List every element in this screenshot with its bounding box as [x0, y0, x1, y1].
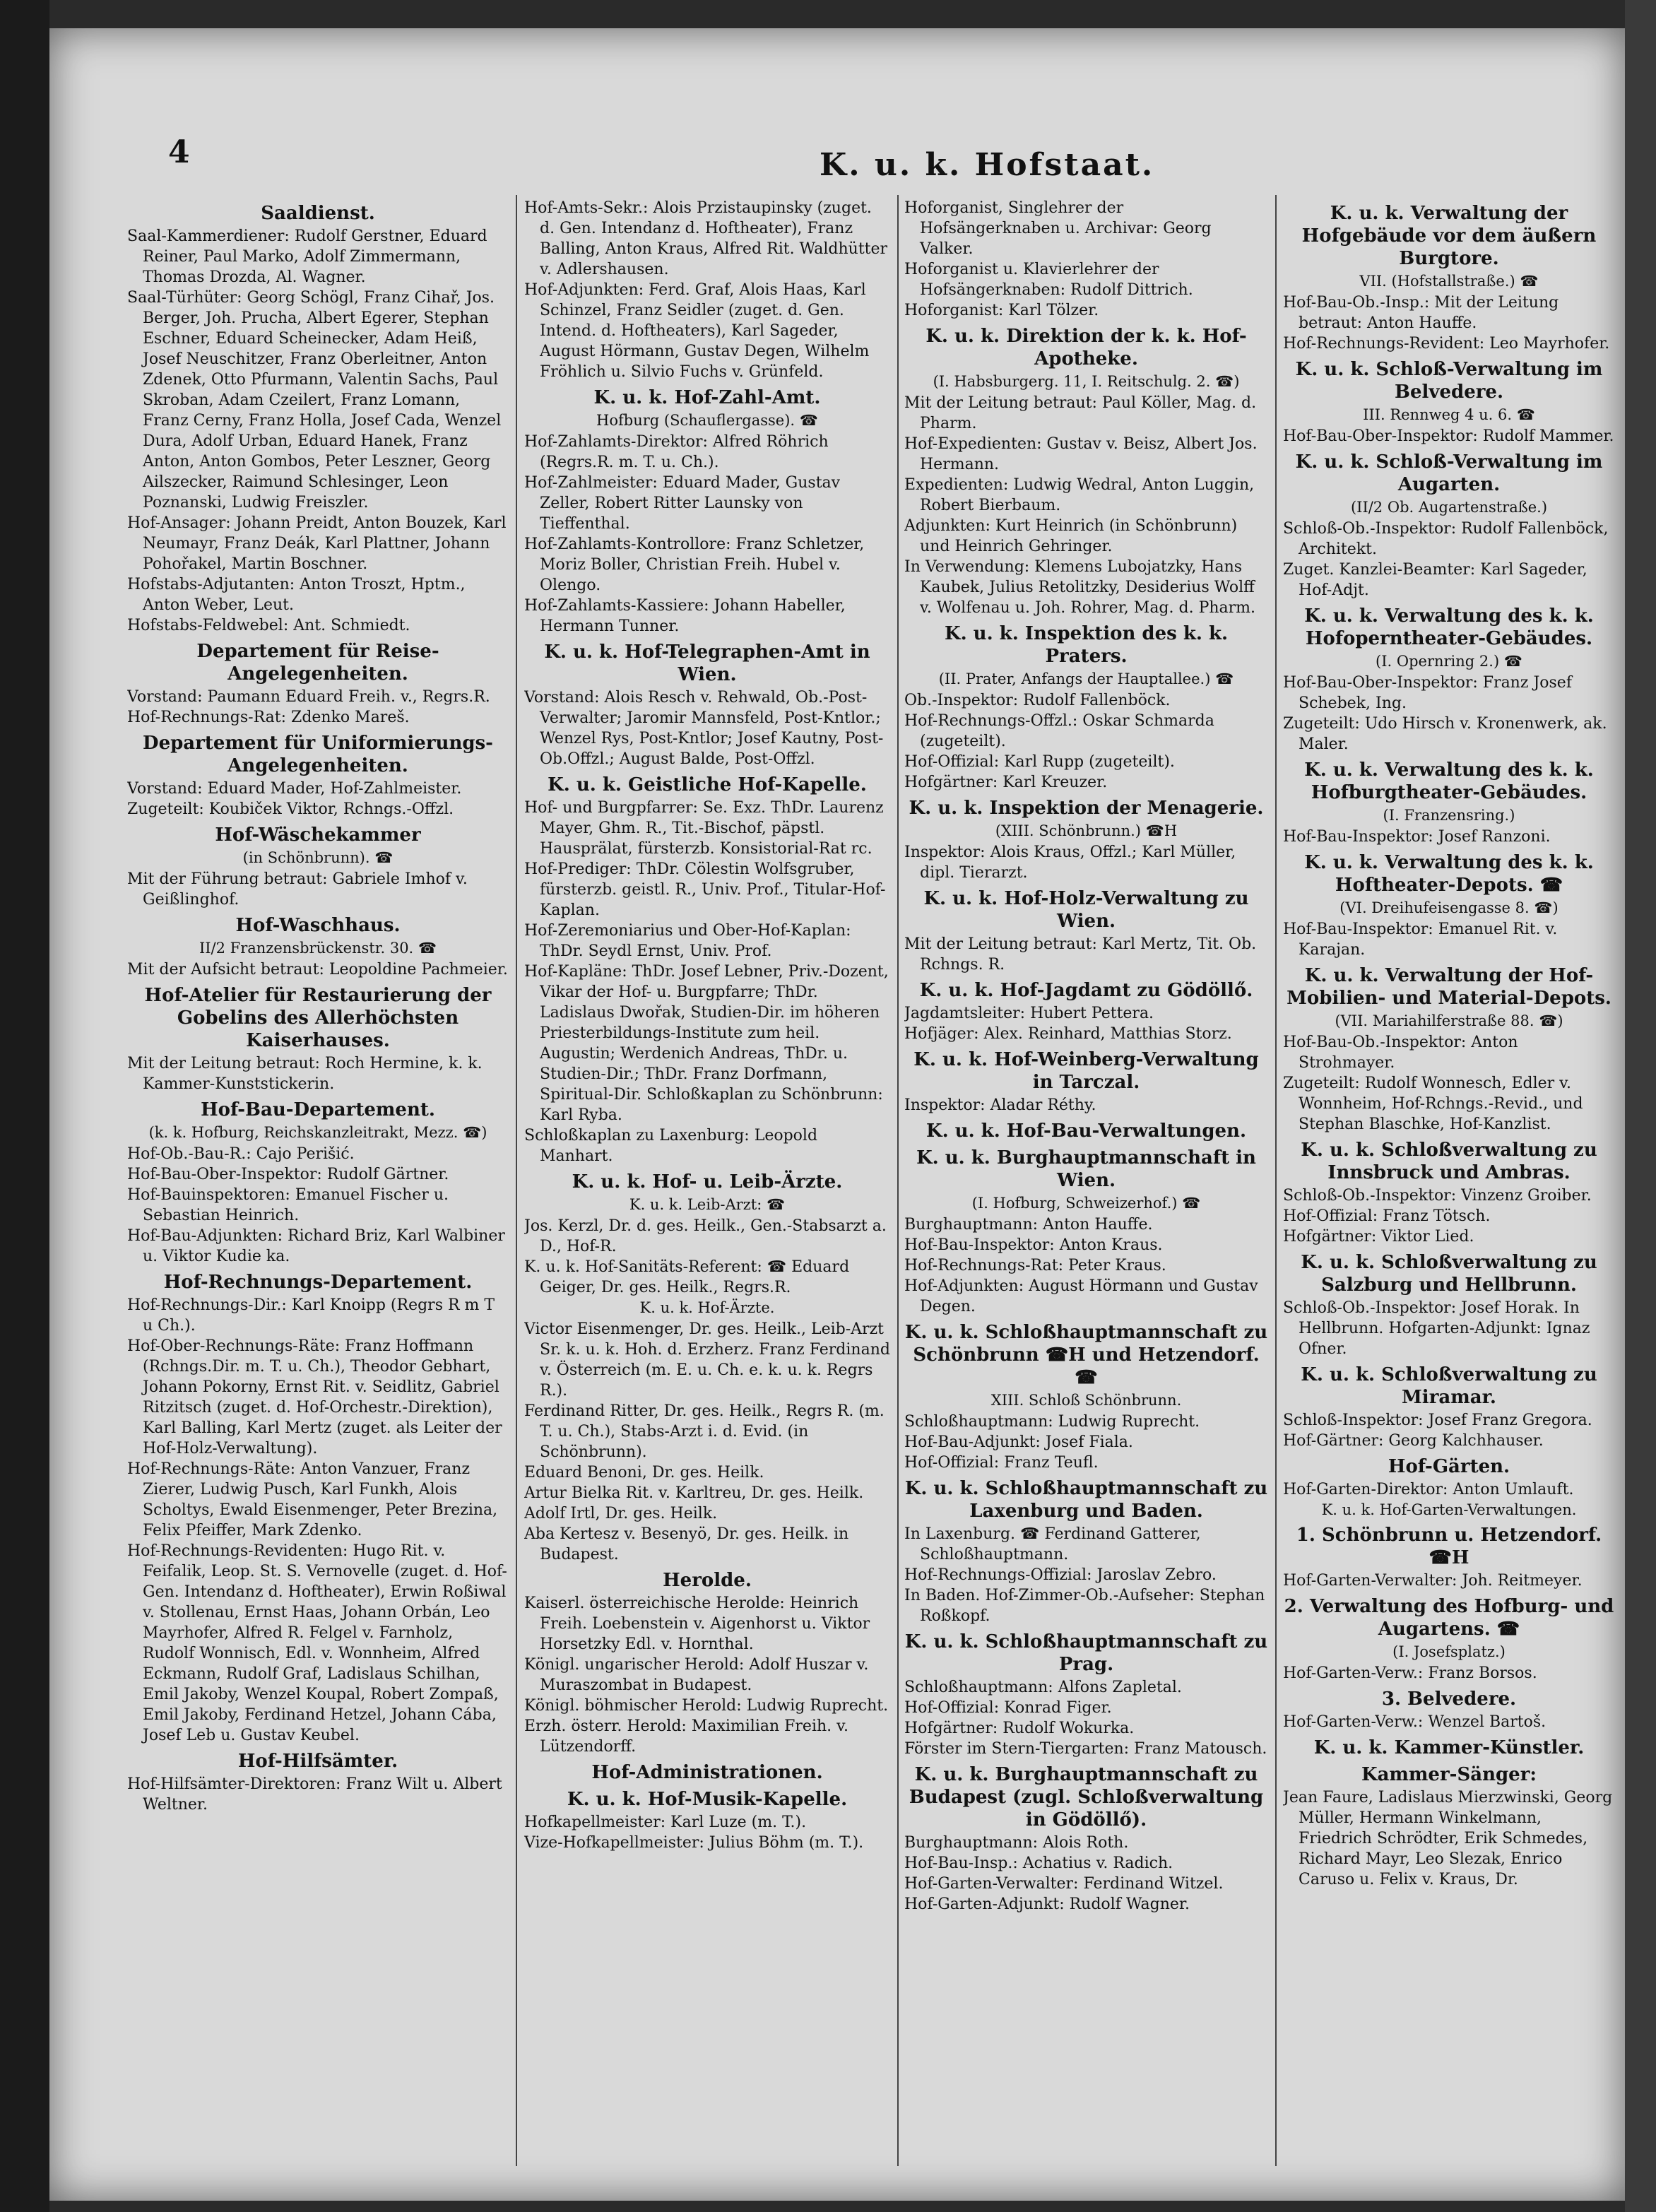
section-heading: K. u. k. Verwaltung des k. k. Hoftheater-Depots. ☎ [1304, 852, 1594, 896]
section-heading: K. u. k. Direktion der k. k. Hof-Apotheke. [925, 326, 1247, 369]
entry-paragraph: Aba Kertesz v. Besenyö, Dr. ges. Heilk. in Budapest. [524, 1525, 849, 1563]
entry-paragraph: Zuget. Kanzlei-Beamter: Karl Sageder, Hof-Adjt. [1283, 561, 1587, 599]
entry-paragraph: Hof-Ob.-Bau-R.: Cajo Perišić. [127, 1145, 355, 1163]
section-subheading: K. u. k. Hof-Garten-Verwaltungen. [1321, 1501, 1577, 1518]
entry-paragraph: Hof-Zahlmeister: Eduard Mader, Gustav Zeller, Robert Ritter Launsky von Tieffenthal. [524, 474, 841, 533]
entry-paragraph: Inspektor: Alois Kraus, Offzl.; Karl Müller, dipl. Tierarzt. [904, 844, 1236, 882]
entry-paragraph: Hof-Bau-Ober-Inspektor: Franz Josef Schebek, Ing. [1283, 674, 1572, 712]
section-heading: K. u. k. Kammer-Künstler. [1313, 1737, 1585, 1758]
text-column-3 [904, 198, 1268, 2183]
entry-paragraph: Jos. Kerzl, Dr. d. ges. Heilk., Gen.-Stabsarzt a. D., Hof-R. [524, 1217, 887, 1255]
entry-paragraph: Hof-Expedienten: Gustav v. Beisz, Albert Jos. Hermann. [904, 435, 1258, 473]
section-subheading: (II/2 Ob. Augartenstraße.) [1350, 499, 1548, 516]
entry-paragraph: Schloßhauptmann: Ludwig Ruprecht. [904, 1413, 1200, 1431]
entry-paragraph: Hofkapellmeister: Karl Luze (m. T.). [524, 1814, 807, 1831]
section-heading: K. u. k. Hof-Weinberg-Verwaltung in Tarczal. [913, 1049, 1259, 1093]
section-heading: K. u. k. Schloßverwaltung zu Miramar. [1301, 1364, 1597, 1408]
entry-paragraph: In Laxenburg. ☎ Ferdinand Gatterer, Schloßhauptmann. [904, 1525, 1201, 1563]
section-subheading: (I. Habsburgerg. 11, I. Reitschulg. 2. ☎) [933, 373, 1240, 390]
entry-paragraph: Victor Eisenmenger, Dr. ges. Heilk., Leib-Arzt Sr. k. u. k. Hoh. d. Erzherz. Franz Ferdinand v. Österreich (m. E. u. Ch. e. k. u. k. Regrs R.). [524, 1320, 890, 1400]
section-heading: K. u. k. Geistliche Hof-Kapelle. [548, 774, 867, 796]
entry-paragraph: Saal-Kammerdiener: Rudolf Gerstner, Eduard Reiner, Paul Marko, Adolf Zimmermann, Thomas Drozda, Al. Wagner. [127, 227, 487, 286]
entry-paragraph: Mit der Führung betraut: Gabriele Imhof v. Geißlinghof. [127, 870, 468, 909]
entry-paragraph: Hof-Bau-Ob.-Inspektor: Anton Strohmayer. [1283, 1034, 1518, 1072]
entry-paragraph: Hof-Garten-Verw.: Wenzel Bartoš. [1283, 1713, 1546, 1731]
entry-paragraph: Königl. böhmischer Herold: Ludwig Ruprecht. [524, 1697, 889, 1715]
entry-paragraph: Hof-Zahlamts-Kassiere: Johann Habeller, Hermann Tunner. [524, 597, 846, 635]
entry-paragraph: Schloß-Ob.-Inspektor: Vinzenz Groiber. [1283, 1187, 1592, 1205]
page-edge [1625, 0, 1656, 2212]
entry-paragraph: Hof-Bau-Inspektor: Anton Kraus. [904, 1236, 1163, 1254]
section-heading: Herolde. [663, 1570, 752, 1591]
entry-paragraph: Zugeteilt: Koubiček Viktor, Rchngs.-Offzl. [127, 800, 454, 818]
entry-paragraph: Jean Faure, Ladislaus Mierzwinski, Georg Müller, Hermann Winkelmann, Friedrich Schrödter, Erik Schmedes, Richard Mayr, Leo Slezak, Enrico Caruso u. Felix v. Kraus, Dr. [1283, 1789, 1613, 1888]
entry-paragraph: Mit der Leitung betraut: Paul Köller, Mag. d. Pharm. [904, 394, 1257, 432]
section-heading: Hof-Gärten. [1388, 1456, 1510, 1477]
binding-edge [0, 0, 49, 2212]
entry-paragraph: Hof-Amts-Sekr.: Alois Przistaupinsky (zuget. d. Gen. Intendanz d. Hoftheater), Franz Balling, Anton Kraus, Alfred Rit. Waldhütter v. Adlershausen. [524, 199, 888, 278]
section-heading: Departement für Uniformierungs-Angelegenheiten. [143, 733, 493, 776]
text-column-1 [127, 198, 509, 2183]
section-heading: K. u. k. Hof-Holz-Verwaltung zu Wien. [923, 888, 1249, 932]
entry-paragraph: Hof-Offizial: Franz Teufl. [904, 1454, 1099, 1472]
entry-paragraph: In Baden. Hof-Zimmer-Ob.-Aufseher: Stephan Roßkopf. [904, 1587, 1265, 1625]
section-subheading: XIII. Schloß Schönbrunn. [990, 1392, 1182, 1409]
section-heading: K. u. k. Verwaltung des k. k. Hofburgtheater-Gebäudes. [1304, 759, 1594, 803]
entry-paragraph: Adolf Irtl, Dr. ges. Heilk. [524, 1505, 718, 1522]
section-heading: K. u. k. Schloßhauptmannschaft zu Laxenburg und Baden. [904, 1478, 1268, 1522]
section-heading: Kammer-Sänger: [1361, 1764, 1537, 1785]
entry-paragraph: Hof-Prediger: ThDr. Cölestin Wolfsgruber, fürsterzb. geistl. R., Univ. Prof., Titular-Hof-Kaplan. [524, 860, 886, 919]
entry-paragraph: In Verwendung: Klemens Lubojatzky, Hans Kaubek, Julius Retolitzky, Desiderius Wolff v. Wolfenau u. Joh. Rohrer, Mag. d. Pharm. [904, 558, 1256, 617]
section-heading: Hof-Administrationen. [591, 1762, 823, 1783]
entry-paragraph: Hof-Rechnungs-Rat: Zdenko Mareš. [127, 709, 410, 726]
entry-paragraph: Förster im Stern-Tiergarten: Franz Matousch. [904, 1740, 1267, 1758]
entry-paragraph: Schloßkaplan zu Laxenburg: Leopold Manhart. [524, 1127, 818, 1165]
entry-paragraph: Hof-Bau-Insp.: Achatius v. Radich. [904, 1855, 1173, 1872]
text-column-2 [524, 198, 890, 2183]
entry-paragraph: Hof-Garten-Verwalter: Ferdinand Witzel. [904, 1875, 1224, 1893]
section-heading: K. u. k. Hof-Zahl-Amt. [593, 387, 821, 408]
entry-paragraph: Ferdinand Ritter, Dr. ges. Heilk., Regrs R. (m. T. u. Ch.), Stabs-Arzt i. d. Evid. (in Schönbrunn). [524, 1402, 885, 1461]
entry-paragraph: Artur Bielka Rit. v. Karltreu, Dr. ges. Heilk. [524, 1484, 864, 1502]
section-heading: Hof-Bau-Departement. [201, 1099, 435, 1120]
page-number: 4 [168, 134, 190, 170]
column-rule [1275, 195, 1277, 2166]
entry-paragraph: Eduard Benoni, Dr. ges. Heilk. [524, 1464, 764, 1481]
section-heading: K. u. k. Verwaltung der Hof-Mobilien- und Material-Depots. [1287, 965, 1611, 1009]
entry-paragraph: Hof-Bau-Ob.-Insp.: Mit der Leitung betraut: Anton Hauffe. [1283, 294, 1559, 332]
entry-paragraph: Hof-Rechnungs-Revident: Leo Mayrhofer. [1283, 335, 1610, 353]
entry-paragraph: Saal-Türhüter: Georg Schögl, Franz Cihař, Jos. Berger, Joh. Prucha, Albert Egerer, Stephan Eschner, Eduard Scheinecker, Adam Heiß, Josef Neuschitzer, Franz Oberleitner, Anton Zdenek, Otto Pfurmann, Valentin Sachs, Paul Skroban, Adam Czeilert, Franz Lomann, Franz Cerny, Franz Holla, Josef Cada, Wenzel Dura, Adolf Urban, Eduard Hanek, Franz Anton, Anton Gombos, Peter Leszner, Georg Ailszecker, Raimund Schlesinger, Leon Poznanski, Ludwig Freiszler. [127, 289, 502, 511]
entry-paragraph: Hof-Offizial: Karl Rupp (zugeteilt). [904, 753, 1175, 771]
section-heading: K. u. k. Hof- u. Leib-Ärzte. [572, 1171, 843, 1193]
entry-paragraph: Hof-Adjunkten: August Hörmann und Gustav Degen. [904, 1277, 1258, 1315]
entry-paragraph: Hof-Offizial: Konrad Figer. [904, 1699, 1112, 1717]
entry-paragraph: Hof-Rechnungs-Offizial: Jaroslav Zebro. [904, 1566, 1217, 1584]
entry-paragraph: Schloß-Ob.-Inspektor: Rudolf Fallenböck, Architekt. [1283, 520, 1609, 558]
entry-paragraph: Hof-Bau-Adjunkten: Richard Briz, Karl Walbiner u. Viktor Kudie ka. [127, 1227, 505, 1265]
section-subheading: (II. Prater, Anfangs der Hauptallee.) ☎ [938, 670, 1234, 687]
section-subheading: (I. Opernring 2.) ☎ [1376, 653, 1522, 670]
section-heading: K. u. k. Schloß-Verwaltung im Belvedere. [1295, 359, 1603, 403]
section-heading: Saaldienst. [261, 203, 375, 224]
entry-paragraph: Schloß-Ob.-Inspektor: Josef Horak. In Hellbrunn. Hofgarten-Adjunkt: Ignaz Ofner. [1283, 1299, 1590, 1358]
section-heading: K. u. k. Hof-Bau-Verwaltungen. [925, 1120, 1247, 1142]
section-heading: K. u. k. Schloßverwaltung zu Innsbruck und Ambras. [1301, 1140, 1597, 1183]
entry-paragraph: K. u. k. Hof-Sanitäts-Referent: ☎ Eduard Geiger, Dr. ges. Heilk., Regrs.R. [524, 1258, 850, 1296]
section-heading: Hof-Waschhaus. [235, 915, 401, 936]
entry-paragraph: Hoforganist, Singlehrer der Hofsängerknaben u. Archivar: Georg Valker. [904, 199, 1212, 258]
entry-paragraph: Hofstabs-Feldwebel: Ant. Schmiedt. [127, 617, 410, 634]
section-subheading: (VI. Dreihufeisengasse 8. ☎) [1339, 899, 1559, 916]
entry-paragraph: Hof-Bau-Inspektor: Josef Ranzoni. [1283, 828, 1551, 846]
entry-paragraph: Hof-Bau-Ober-Inspektor: Rudolf Gärtner. [127, 1166, 449, 1183]
section-heading: K. u. k. Hof-Jagdamt zu Gödöllő. [919, 980, 1253, 1001]
entry-paragraph: Königl. ungarischer Herold: Adolf Huszar v. Muraszombat in Budapest. [524, 1656, 869, 1694]
section-subheading: (k. k. Hofburg, Reichskanzleitrakt, Mezz. ☎) [148, 1124, 487, 1141]
section-heading: Departement für Reise-Angelegenheiten. [196, 641, 439, 685]
section-heading: Hof-Atelier für Restaurierung der Gobelins des Allerhöchsten Kaiserhauses. [144, 985, 492, 1051]
section-subheading: VII. (Hofstallstraße.) ☎ [1359, 273, 1539, 290]
entry-paragraph: Hof-Zahlamts-Direktor: Alfred Röhrich (Regrs.R. m. T. u. Ch.). [524, 433, 829, 471]
entry-paragraph: Zugeteilt: Rudolf Wonnesch, Edler v. Wonnheim, Hof-Rchngs.-Revid., und Stephan Blaschke, Hof-Kanzlist. [1283, 1075, 1583, 1133]
entry-paragraph: Mit der Aufsicht betraut: Leopoldine Pachmeier. [127, 961, 508, 978]
entry-paragraph: Jagdamtsleiter: Hubert Pettera. [904, 1005, 1154, 1022]
section-subheading: (in Schönbrunn). ☎ [242, 849, 394, 866]
entry-paragraph: Burghauptmann: Alois Roth. [904, 1834, 1129, 1852]
section-subheading: Hofburg (Schauflergasse). ☎ [596, 412, 818, 429]
entry-paragraph: Hof-Rechnungs-Rat: Peter Kraus. [904, 1257, 1166, 1274]
entry-paragraph: Hof-Bauinspektoren: Emanuel Fischer u. Sebastian Heinrich. [127, 1186, 449, 1224]
entry-paragraph: Zugeteilt: Udo Hirsch v. Kronenwerk, ak. Maler. [1283, 715, 1607, 753]
column-rule [897, 195, 899, 2166]
entry-paragraph: Hof-Bau-Ober-Inspektor: Rudolf Mammer. [1283, 427, 1614, 445]
section-subheading: II/2 Franzensbrückenstr. 30. ☎ [199, 940, 437, 957]
section-heading: K. u. k. Burghauptmannschaft zu Budapest (zugl. Schloßverwaltung in Gödöllő). [909, 1764, 1264, 1830]
entry-paragraph: Hof-Garten-Adjunkt: Rudolf Wagner. [904, 1895, 1190, 1913]
entry-paragraph: Erzh. österr. Herold: Maximilian Freih. v. Lützendorff. [524, 1717, 848, 1756]
section-subheading: K. u. k. Hof-Ärzte. [639, 1299, 775, 1316]
section-heading: Hof-Rechnungs-Departement. [163, 1272, 473, 1293]
entry-paragraph: Mit der Leitung betraut: Roch Hermine, k. k. Kammer-Kunststickerin. [127, 1055, 483, 1093]
entry-paragraph: Expedienten: Ludwig Wedral, Anton Luggin, Robert Bierbaum. [904, 476, 1255, 514]
entry-paragraph: Vorstand: Eduard Mader, Hof-Zahlmeister. [127, 780, 462, 798]
section-heading: K. u. k. Inspektion der Menagerie. [909, 798, 1264, 819]
entry-paragraph: Hof-Hilfsämter-Direktoren: Franz Wilt u. Albert Weltner. [127, 1775, 502, 1814]
section-heading: K. u. k. Inspektion des k. k. Praters. [944, 623, 1229, 667]
section-heading: Hof-Wäschekammer [215, 824, 421, 846]
entry-paragraph: Hof-Adjunkten: Ferd. Graf, Alois Haas, Karl Schinzel, Franz Seidler (zuget. d. Gen. Intend. d. Hoftheaters), Karl Sageder, August Hörmann, Gustav Degen, Wilhelm Fröhlich u. Silvio Fuchs v. Grünfeld. [524, 281, 870, 381]
entry-paragraph: Hof-Ober-Rechnungs-Räte: Franz Hoffmann (Rchngs.Dir. m. T. u. Ch.), Theodor Gebhart, Johann Pokorny, Ernst Rit. v. Seidlitz, Gabriel Ritzitsch (zuget. d. Hof-Orchestr.-Direktion), Karl Balling, Karl Mertz (zuget. als Leiter der Hof-Holz-Verwaltung). [127, 1337, 502, 1457]
entry-paragraph: Hof-Offizial: Franz Tötsch. [1283, 1207, 1491, 1225]
entry-paragraph: Vorstand: Alois Resch v. Rehwald, Ob.-Post-Verwalter; Jaromir Mannsfeld, Post-Kntlor.; Wenzel Rys, Post-Kntlor; Josef Kautny, Post-Ob.Offzl.; August Balde, Post-Offzl. [524, 689, 884, 768]
entry-paragraph: Hof-Ansager: Johann Preidt, Anton Bouzek, Karl Neumayr, Franz Deák, Karl Plattner, Johann Pohořakel, Martin Boschner. [127, 514, 507, 573]
section-heading: K. u. k. Hof-Telegraphen-Amt in Wien. [544, 641, 870, 685]
section-subheading: (VII. Mariahilferstraße 88. ☎) [1335, 1012, 1563, 1029]
entry-paragraph: Hofjäger: Alex. Reinhard, Matthias Storz. [904, 1025, 1232, 1043]
entry-paragraph: Ob.-Inspektor: Rudolf Fallenböck. [904, 692, 1171, 709]
entry-paragraph: Hof-Zahlamts-Kontrollore: Franz Schletzer, Moriz Boller, Christian Freih. Hubel v. Olengo. [524, 536, 865, 594]
entry-paragraph: Hof-Rechnungs-Offzl.: Oskar Schmarda (zugeteilt). [904, 712, 1214, 750]
entry-paragraph: Hof-Garten-Verw.: Franz Borsos. [1283, 1664, 1537, 1682]
entry-paragraph: Vorstand: Paumann Eduard Freih. v., Regrs.R. [127, 688, 490, 706]
entry-paragraph: Hofgärtner: Rudolf Wokurka. [904, 1720, 1135, 1737]
entry-paragraph: Hof-Rechnungs-Räte: Anton Vanzuer, Franz Zierer, Ludwig Pusch, Karl Funkh, Alois Scholtys, Ewald Eisenmenger, Peter Brezina, Felix Pfeiffer, Mark Zdenko. [127, 1460, 498, 1539]
text-column-4 [1283, 198, 1615, 2183]
running-head: K. u. k. Hofstaat. [820, 147, 1155, 183]
entry-paragraph: Burghauptmann: Anton Hauffe. [904, 1216, 1153, 1234]
entry-paragraph: Schloß-Inspektor: Josef Franz Gregora. [1283, 1412, 1592, 1429]
section-subheading: K. u. k. Leib-Arzt: ☎ [629, 1196, 786, 1213]
section-heading: K. u. k. Burghauptmannschaft in Wien. [916, 1147, 1256, 1191]
entry-paragraph: Hof-Zeremoniarius und Ober-Hof-Kaplan: ThDr. Seydl Ernst, Univ. Prof. [524, 922, 851, 960]
section-heading: K. u. k. Verwaltung des k. k. Hofoperntheater-Gebäudes. [1304, 605, 1594, 649]
section-subheading: (I. Franzensring.) [1383, 807, 1515, 824]
section-heading: K. u. k. Schloßhauptmannschaft zu Prag. [904, 1631, 1268, 1675]
entry-paragraph: Hofstabs-Adjutanten: Anton Troszt, Hptm., Anton Weber, Leut. [127, 576, 466, 614]
section-heading: 2. Verwaltung des Hofburg- und Augartens. ☎ [1284, 1596, 1614, 1640]
section-heading: K. u. k. Schloßverwaltung zu Salzburg und Hellbrunn. [1301, 1252, 1597, 1296]
entry-paragraph: Hof-Kapläne: ThDr. Josef Lebner, Priv.-Dozent, Vikar der Hof- u. Burgpfarre; ThDr. Ladislaus Dwořak, Studien-Dir. im höheren Priesterbildungs-Institute zum heil. Augustin; Werdenich Andreas, ThDr. u. Studien-Dir.; ThDr. Franz Dorfmann, Spiritual-Dir. Schloßkaplan zu Schönbrunn: Karl Ryba. [524, 963, 889, 1124]
entry-paragraph: Hof- und Burgpfarrer: Se. Exz. ThDr. Laurenz Mayer, Ghm. R., Tit.-Bischof, päpstl. Hausprälat, fürsterzb. Konsistorial-Rat rc. [524, 799, 884, 858]
entry-paragraph: Hofgärtner: Viktor Lied. [1283, 1228, 1474, 1246]
entry-paragraph: Schloßhauptmann: Alfons Zapletal. [904, 1679, 1182, 1696]
entry-paragraph: Vize-Hofkapellmeister: Julius Böhm (m. T.). [524, 1834, 864, 1852]
section-heading: 3. Belvedere. [1381, 1688, 1517, 1710]
entry-paragraph: Inspektor: Aladar Réthy. [904, 1096, 1096, 1114]
section-subheading: (XIII. Schönbrunn.) ☎H [995, 822, 1178, 839]
entry-paragraph: Mit der Leitung betraut: Karl Mertz, Tit. Ob. Rchngs. R. [904, 935, 1257, 974]
section-subheading: (I. Josefsplatz.) [1392, 1643, 1506, 1660]
entry-paragraph: Hofgärtner: Karl Kreuzer. [904, 774, 1108, 791]
entry-paragraph: Hof-Bau-Adjunkt: Josef Fiala. [904, 1433, 1133, 1451]
section-heading: K. u. k. Hof-Musik-Kapelle. [567, 1789, 848, 1810]
entry-paragraph: Kaiserl. österreichische Herolde: Heinrich Freih. Loebenstein v. Aigenhorst u. Viktor Horsetzky Edl. v. Hornthal. [524, 1595, 870, 1653]
section-heading: 1. Schönbrunn u. Hetzendorf. ☎H [1296, 1525, 1602, 1568]
entry-paragraph: Hof-Bau-Inspektor: Emanuel Rit. v. Karajan. [1283, 921, 1558, 959]
entry-paragraph: Adjunkten: Kurt Heinrich (in Schönbrunn) und Heinrich Gehringer. [904, 517, 1238, 555]
section-subheading: III. Rennweg 4 u. 6. ☎ [1363, 406, 1535, 423]
entry-paragraph: Hoforganist: Karl Tölzer. [904, 302, 1099, 319]
entry-paragraph: Hof-Gärtner: Georg Kalchhauser. [1283, 1432, 1544, 1450]
entry-paragraph: Hof-Rechnungs-Revidenten: Hugo Rit. v. Feifalik, Leop. St. S. Vernovelle (zuget. d. Hof-Gen. Intendanz d. Hoftheater), Erwin Roßiwal v. Stollenau, Ernst Haas, Johann Orbán, Leo Mayrhofer, Alfred R. Felgel v. Farnholz, Rudolf Wonnisch, Edl. v. Wonnheim, Alfred Eckmann, Rudolf Graf, Ladislaus Schilhan, Emil Jakoby, Wenzel Koupal, Robert Zompaß, Emil Jakoby, Ferdinand Hetzel, Johann Cába, Josef Leb u. Gustav Keubel. [127, 1542, 507, 1744]
section-heading: Hof-Hilfsämter. [237, 1751, 398, 1772]
document-page [49, 28, 1625, 2201]
entry-paragraph: Hof-Rechnungs-Dir.: Karl Knoipp (Regrs R m T u Ch.). [127, 1296, 495, 1335]
entry-paragraph: Hof-Garten-Verwalter: Joh. Reitmeyer. [1283, 1572, 1583, 1590]
section-heading: K. u. k. Verwaltung der Hofgebäude vor dem äußern Burgtore. [1301, 203, 1597, 269]
section-subheading: (I. Hofburg, Schweizerhof.) ☎ [971, 1195, 1201, 1212]
section-heading: K. u. k. Schloßhauptmannschaft zu Schönbrunn ☎H und Hetzendorf. ☎ [904, 1322, 1268, 1388]
section-heading: K. u. k. Schloß-Verwaltung im Augarten. [1295, 451, 1603, 495]
entry-paragraph: Hof-Garten-Direktor: Anton Umlauft. [1283, 1481, 1574, 1498]
entry-paragraph: Hoforganist u. Klavierlehrer der Hofsängerknaben: Rudolf Dittrich. [904, 261, 1193, 299]
column-rule [516, 195, 517, 2166]
